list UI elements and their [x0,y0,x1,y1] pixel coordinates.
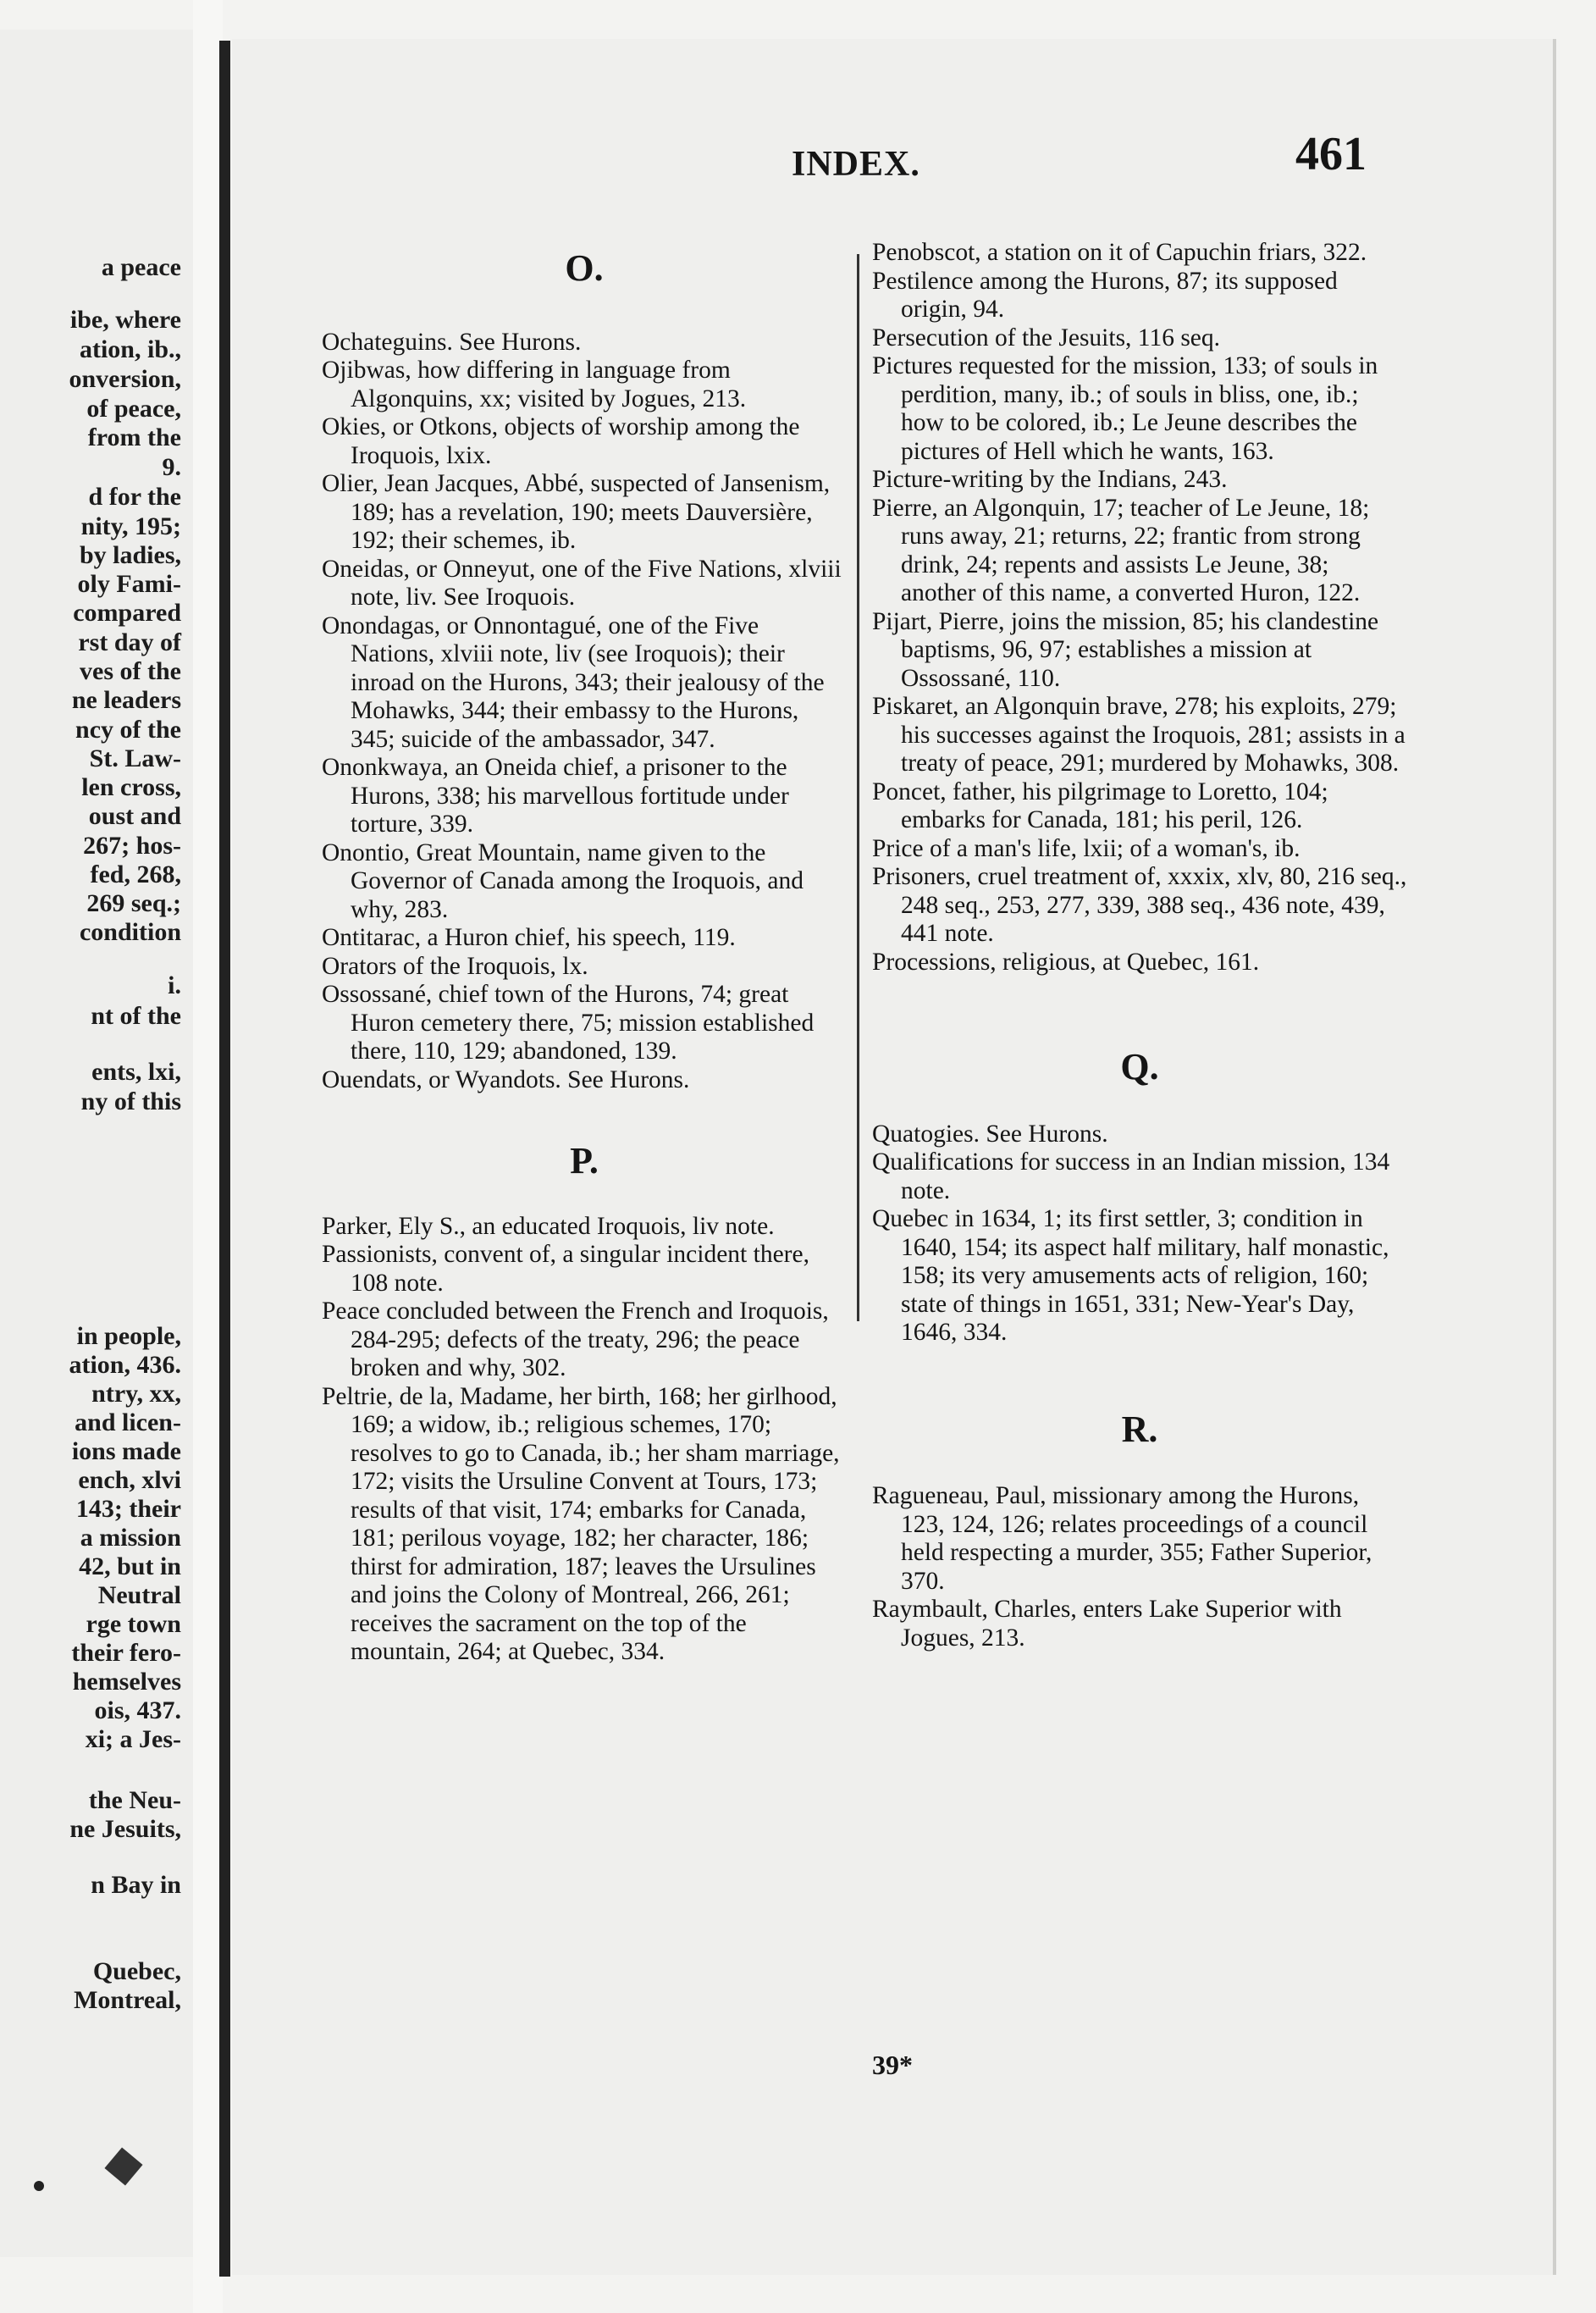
prev-page-line: ne Jesuits, [69,1815,181,1843]
prev-page-line: onversion, [69,365,181,393]
prev-page-line: ench, xlvi [78,1466,181,1494]
index-entry: Ossossané, chief town of the Hurons, 74; great Huron cemetery there, 75; mission established there, 110, 129; abandoned, 139. [322,981,815,1065]
index-entry: Ojibwas, how differing in language from Algonquins, xx; visited by Jogues, 213. [322,357,747,412]
index-entry: Piskaret, an Algonquin brave, 278; his exploits, 279; his successes against the Iroquois, 281; assists in a treaty of peace, 291; murdered by Mohawks, 308. [872,693,1405,777]
prev-page-line: oly Fami- [77,570,181,598]
prev-page-line: oust and [88,802,181,830]
prev-page-line: Montreal, [74,1986,181,2014]
index-entry: Prisoners, cruel treatment of, xxxix, xlv, 80, 216 seq., 248 seq., 253, 277, 339, 388 seq., 436 note, 439, 441 note. [872,863,1407,947]
prev-page-line: 269 seq.; [86,889,181,917]
index-entry: Passionists, convent of, a singular incident there, 108 note. [322,1241,809,1297]
prev-page-line: rge town [86,1610,181,1638]
prev-page-line: ny of this [80,1087,181,1115]
index-entry: Pictures requested for the mission, 133; of souls in perdition, many, ib.; of souls in bliss, one, ib.; how to be colored, ib.; Le Jeune describes the pictures of Hell which he wants, 163. [872,352,1378,465]
prev-page-line: of peace, [86,395,181,423]
index-entry: Onondagas, or Onnontagué, one of the Five Nations, xlviii note, liv (see Iroquois); their inroad on the Hurons, 343; their jealousy of the Mohawks, 344; their embassy to the Hurons, 345; suicide of the ambassador, 347. [322,611,825,753]
prev-page-line: rst day of [78,628,181,656]
entries-p-continued [872,239,1407,977]
prev-page-line: ves of the [80,657,181,685]
prev-page-line: ation, ib., [79,335,181,363]
prev-page-line: ibe, where [69,306,181,334]
index-entry: Qualifications for success in an Indian mission, 134 note. [872,1148,1390,1204]
column-divider [857,254,859,1321]
prev-page-line: a peace [101,253,181,281]
section-letter-o: O. [565,247,604,289]
prev-page-line: fed, 268, [90,860,181,888]
prev-page-line: 9. [162,453,181,481]
prev-page-line: len cross, [81,773,181,801]
scan-speck [34,2181,44,2191]
prev-page-line: from the [87,423,181,451]
index-entry: Ouendats, or Wyandots. See Hurons. [322,1065,690,1093]
entries-p [322,1213,847,1667]
prev-page-line: i. [168,971,181,999]
running-header-title: INDEX. [792,145,920,184]
page-number: 461 [1295,128,1367,180]
prev-page-line: a mission [80,1524,181,1552]
prev-page-line: and licen- [75,1408,181,1436]
prev-page-line: 267; hos- [83,832,181,860]
prev-page-line: in people, [76,1322,181,1350]
entries-r [872,1482,1407,1652]
left-column [322,247,847,1667]
entries-q [872,1121,1407,1347]
index-entry: Ontitarac, a Huron chief, his speech, 119. [322,924,736,951]
prev-page-line: compared [73,599,181,627]
prev-page-line: ois, 437. [94,1696,181,1724]
index-entry: Pestilence among the Hurons, 87; its supposed origin, 94. [872,267,1338,323]
prev-page-line: ents, lxi, [91,1058,181,1086]
entries-o [322,329,847,1095]
prev-page-line: Quebec, [92,1957,181,1985]
index-entry: Poncet, father, his pilgrimage to Loretto, 104; embarks for Canada, 181; his peril, 126. [872,777,1328,833]
index-entry: Parker, Ely S., an educated Iroquois, liv note. [322,1212,775,1240]
index-entry: Ononkwaya, an Oneida chief, a prisoner to the Hurons, 338; his marvellous fortitude under torture, 339. [322,754,789,838]
index-entry: Olier, Jean Jacques, Abbé, suspected of Jansenism, 189; has a revelation, 190; meets Dauversière, 192; their schemes, ib. [322,470,831,554]
index-entry: Orators of the Iroquois, lx. [322,952,588,980]
index-entry: Penobscot, a station on it of Capuchin friars, 322. [872,239,1367,266]
prev-page-line: the Neu- [88,1786,181,1814]
prev-page-line: their fero- [71,1639,181,1667]
right-column [872,239,1407,1652]
index-entry: Pijart, Pierre, joins the mission, 85; his clandestine baptisms, 96, 97; establishes a mission at Ossossané, 110. [872,607,1379,692]
prev-page-line: 143; their [75,1495,181,1523]
prev-page-line: hemselves [72,1668,181,1696]
index-entry: Okies, or Otkons, objects of worship among the Iroquois, lxix. [322,413,800,469]
index-entry: Persecution of the Jesuits, 116 seq. [872,324,1221,351]
section-letter-p: P. [570,1140,599,1181]
prev-page-line: Neutral [97,1581,181,1609]
prev-page-line: xi; a Jes- [85,1725,181,1753]
index-entry: Pierre, an Algonquin, 17; teacher of Le Jeune, 18; runs away, 21; returns, 22; frantic from strong drink, 24; repents and assists Le Jeune, 38; another of this name, a converted Huron, 122. [872,494,1370,606]
prev-page-line: 42, but in [79,1552,181,1580]
prev-page-line: nity, 195; [80,512,181,540]
index-entry: Oneidas, or Onneyut, one of the Five Nations, xlviii note, liv. See Iroquois. [322,555,842,611]
index-entry: Processions, religious, at Quebec, 161. [872,948,1260,976]
previous-page-fragment [0,30,195,2257]
index-entry: Peltrie, de la, Madame, her birth, 168; her girlhood, 169; a widow, ib.; religious schemes, 170; resolves to go to Canada, ib.; her sham marriage, 172; visits the Ursuline Convent at Tours, 173; results of that visit, 174; embarks for Canada, 181; perilous voyage, 182; her character, 186; thirst for admiration, 187; leaves the Ursulines and joins the Colony of Montreal, 266, 261; receives the sacrament on the top of the mountain, 264; at Quebec, 334. [322,1382,840,1665]
section-letter-r: R. [1121,1408,1158,1450]
prev-page-line: ation, 436. [69,1351,181,1379]
prev-page-line: nt of the [91,1002,181,1030]
index-entry: Peace concluded between the French and Iroquois, 284-295; defects of the treaty, 296; the peace broken and why, 302. [322,1298,829,1381]
prev-page-line: St. Law- [89,744,181,772]
page-gutter [193,0,223,2313]
index-entry: Onontio, Great Mountain, name given to the Governor of Canada among the Iroquois, and why, 283. [322,838,804,923]
prev-page-line: ncy of the [75,716,181,744]
prev-page-line: ne leaders [71,686,181,714]
prev-page-line: condition [79,918,181,946]
index-entry: Ochateguins. See Hurons. [322,328,582,356]
index-entry: Quebec in 1634, 1; its first settler, 3; condition in 1640, 154; its aspect half military, half monastic, 158; its very amusements acts of religion, 160; state of things in 1651, 331; New-Year's Day, 1646, 334. [872,1205,1389,1346]
prev-page-line: by ladies, [79,541,181,569]
index-entry: Raymbault, Charles, enters Lake Superior with Jogues, 213. [872,1596,1342,1652]
prev-page-line: n Bay in [91,1871,181,1899]
index-entry: Quatogies. See Hurons. [872,1120,1108,1148]
binding-bar [219,41,230,2277]
prev-page-line: d for the [88,483,181,511]
index-entry: Ragueneau, Paul, missionary among the Hurons, 123, 124, 126; relates proceedings of a council held respecting a murder, 355; Father Superior, 370. [872,1482,1372,1595]
signature-mark: 39* [872,2050,913,2080]
section-letter-q: Q. [1120,1046,1159,1087]
prev-page-line: ntry, xx, [91,1380,181,1408]
prev-page-line: ions made [71,1437,181,1465]
index-entry: Price of a man's life, lxii; of a woman's, ib. [872,834,1301,862]
index-entry: Picture-writing by the Indians, 243. [872,466,1228,493]
